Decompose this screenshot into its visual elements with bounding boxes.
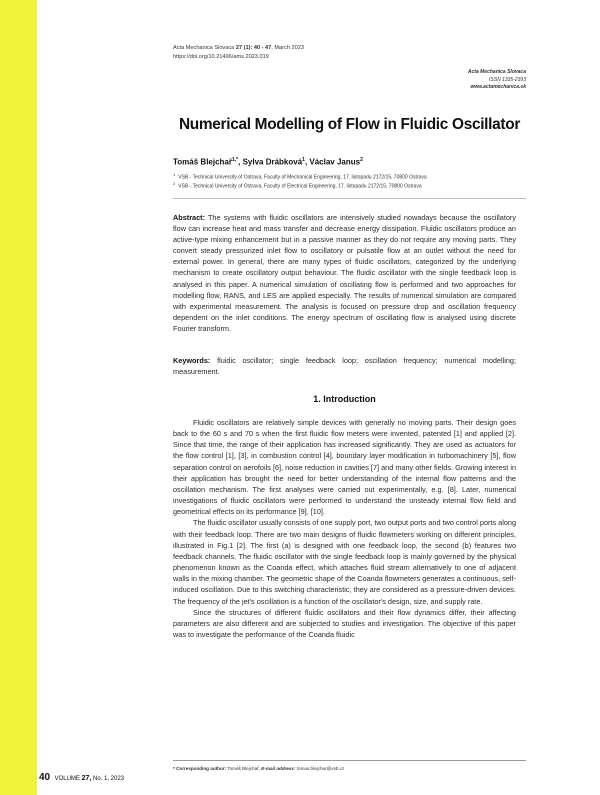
abstract: [173, 212, 516, 334]
journal-header: Acta Mechanica Slovaca 27 (1): 40 - 47, March 2023 https://doi.org/10.21496/ams.2023.019: [173, 45, 304, 60]
author: Sylva Drábková: [242, 157, 303, 167]
body-text: [173, 417, 516, 640]
paragraph: Since the structures of different fluidic oscillators and their flow dynamics differ, their affecting parameters are also different and are subjected to studies and investigation. The objective of this paper was to investigate the performance of the Coanda fluidic: [173, 607, 516, 639]
page-number: 40: [39, 772, 51, 783]
corresponding-author-footnote: * Corresponding author: Tomáš Blejchař, E-mail address: tomas.blejchar@vsb.cz: [173, 766, 345, 771]
affiliation: $^2$VSB - Technical University of Ostrava, Faculty of Electrical Engineering, 17. listopadu 2172/15, 70800 Ostrava: [173, 181, 422, 190]
affiliation: $^1$VSB - Technical University of Ostrava, Faculty of Mechanical Engineering, 17. listopadu 2172/15, 70800 Ostrava: [173, 172, 427, 181]
abstract-text: The systems with fluidic oscillators are intensively studied nowadays because the oscillatory flow can increase heat and mass transfer and decrease energy dissipation. Fluidic oscillators produce an active-type mixing enhancement but in a passive manner as they do not require any moving parts. They convert steady pressurized inlet flow to oscillatory or pulsatile flow at an outlet without the need for external power. In general, there are many types of fluidic oscillators, categorized by the underlying mechanism to create oscillatory output behaviour. The fluidic oscillator with the single feedback loop is analysed in this paper. A numerical simulation of oscillating flow is performed and two approaches for modelling flow, RANS, and LES are applied especially. The results of numerical simulation are compared with experimental measurement. The analysis is focused on pressure drop and oscillation frequency dependent on the inlet conditions. The energy spectrum of oscillating flow is analysed using discrete Fourier transform.: [173, 213, 516, 333]
yellow-sidebar: [0, 0, 37, 795]
website-link[interactable]: www.actamechanica.sk: [470, 84, 526, 90]
email-link[interactable]: tomas.blejchar@vsb.cz: [296, 766, 345, 771]
paragraph: The fluidic oscillator usually consists of one supply port, two output ports and two control ports along with their feedback loop. There are two main designs of fluidic flowmeters working on different principles, illustrated in Fig.1 [2]. The first (a) is designed with one feedback loop, the second (b) features two feedback channels. The fluidic oscillator with the single feedback loop is mainly governed by the physical phenomenon known as the Coanda effect, which attaches fluid stream alternatively to one of adjacent walls in the mixing chamber. The geometric shape of the Coanda flowmeters generates a continuous, self-induced oscillation. Due to this switching characteristic, they are considered as a pressure-driven devices. The frequency of the jet's oscillation is a function of the oscillator's design, size, and supply rate.: [173, 518, 516, 606]
keywords-text: fluidic oscillator; single feedback loop; oscillation frequency; numerical modelling; measurement.: [173, 356, 517, 376]
page-footer: 40 VOLUME 27, No. 1, 2023: [39, 772, 125, 783]
keywords-label: Keywords:: [173, 356, 211, 365]
section-heading: 1. Introduction: [313, 394, 376, 404]
author: Václav Janus: [309, 157, 361, 167]
publisher-block: Acta Mechanica Slovaca ISSN 1335-2393 www.actamechanica.sk: [467, 69, 526, 90]
footnote-divider: [173, 760, 526, 761]
author: Tomáš Blejchař: [173, 157, 232, 167]
author-list: Tomáš Blejchař$^{1,*}$, Sylva Drábková$^1$, Václav Janus$^2$: [173, 157, 363, 167]
keywords: [173, 355, 516, 377]
abstract-label: Abstract:: [173, 213, 206, 222]
paper-title: Numerical Modelling of Flow in Fluidic Oscillator: [178, 116, 521, 133]
divider: [173, 198, 526, 199]
paragraph: Fluidic oscillators are relatively simple devices with generally no moving parts. Their design goes back to the 60 s and 70 s when the first fluidic flow meters were invented, patented [1] and applied [2]. Since that time, the range of their application has increased significantly. They are used as actuators for the flow control [1], [3], in combustion control [4], boundary layer modification in turbomachinery [5], flow separation control on aerofoils [6], noise reduction in cavities [7] and many other fields. Growing interest in their application has brought the need for better understanding of the internal flow patterns and the oscillation mechanism. The first analyses were carried out experimentally, e.g. [8]. Later, numerical investigations of fluidic oscillators were performed to understand the unsteady internal flow field and geometrical effects on its performance [9], [10].: [173, 418, 516, 517]
doi-link[interactable]: https://doi.org/10.21496/ams.2023.019: [173, 53, 269, 60]
